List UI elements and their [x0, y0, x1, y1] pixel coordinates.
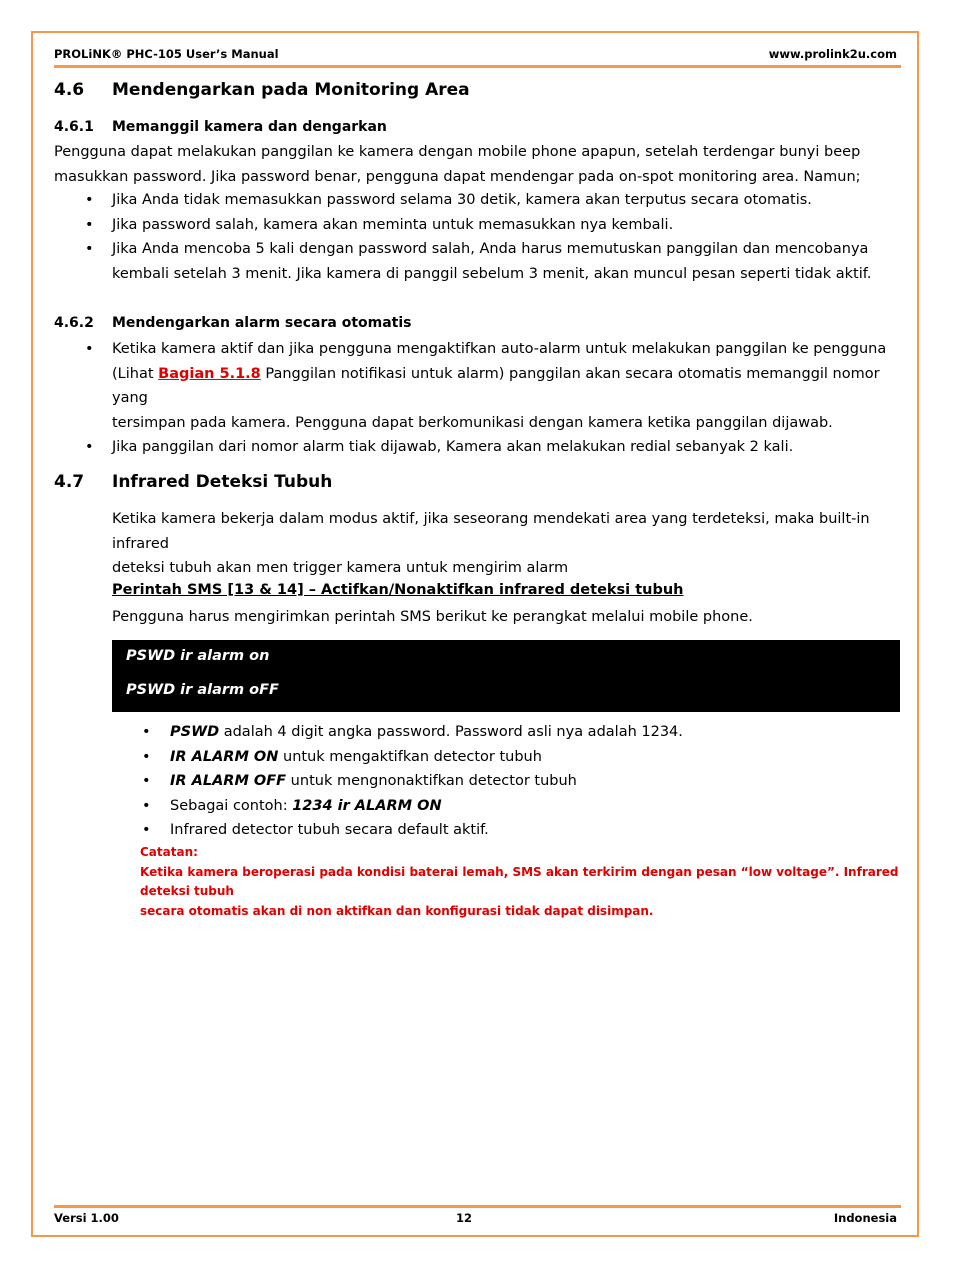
- list-item: [54, 213, 904, 238]
- list-item: [112, 745, 904, 770]
- website-url[interactable]: www.prolink2u.com: [768, 47, 897, 61]
- command-line-off: PSWD ir alarm oFF: [126, 682, 279, 698]
- list-item: [112, 769, 904, 794]
- list-item-text: (Lihat: [112, 365, 159, 382]
- bullet-icon: •: [142, 797, 151, 814]
- list-item-text: untuk mengaktifkan detector tubuh: [278, 748, 542, 765]
- bullet-list-4-7: [112, 720, 904, 843]
- command-line-on: PSWD ir alarm on: [126, 648, 270, 664]
- bullet-icon: •: [85, 341, 94, 357]
- list-item: [112, 720, 904, 745]
- paragraph-4-6-1: [54, 140, 904, 189]
- bullet-icon: •: [85, 216, 94, 233]
- list-item: [54, 188, 904, 213]
- note-text: secara otomatis akan di non aktifkan dan konfigurasi tidak dapat disimpan.: [140, 903, 654, 918]
- bullet-icon: •: [142, 724, 151, 740]
- list-item-text: Panggilan notifikasi untuk alarm) panggilan akan secara otomatis memanggil nomor yang: [112, 365, 880, 406]
- list-item-text: untuk mengnonaktifkan detector tubuh: [286, 773, 577, 789]
- language-label: Indonesia: [833, 1211, 897, 1225]
- note-text: Ketika kamera beroperasi pada kondisi baterai lemah, SMS akan terkirim dengan pesan “low voltage”. Infrared deteksi tubuh: [140, 864, 899, 898]
- paragraph-line: Ketika kamera bekerja dalam modus aktif, jika seseorang mendekati area yang terdeteksi, maka built-in infrared: [112, 511, 870, 552]
- list-item: [54, 435, 904, 460]
- subsection-heading-4-6-1: [54, 119, 387, 135]
- section-number: 4.7: [54, 472, 85, 492]
- list-item-text: Infrared detector tubuh secara default aktif.: [170, 822, 489, 838]
- paragraph-line: Pengguna harus mengirimkan perintah SMS berikut ke perangkat melalui mobile phone.: [112, 609, 753, 625]
- list-item-text: Jika Anda tidak memasukkan password selama 30 detik, kamera akan terputus secara otomatis.: [112, 192, 812, 208]
- note-block: [140, 843, 905, 921]
- paragraph-line: Pengguna dapat melakukan panggilan ke kamera dengan mobile phone apapun, setelah terdengar bunyi beep: [54, 144, 861, 160]
- bullet-list-4-6-1: [54, 188, 904, 286]
- bullet-icon: •: [142, 748, 151, 765]
- emphasis: 1234 ir ALARM ON: [292, 797, 442, 814]
- subsection-heading-4-6-2: [54, 315, 412, 331]
- section-heading-4-7: [54, 472, 332, 492]
- version-label: Versi 1.00: [54, 1211, 119, 1225]
- subsection-title: Mendengarkan alarm secara otomatis: [112, 315, 412, 331]
- sms-description: [112, 605, 904, 630]
- list-item: [112, 818, 904, 843]
- paragraph-line: masukkan password. Jika password benar, pengguna dapat mendengar pada on-spot monitoring area. Namun;: [54, 168, 861, 185]
- list-item: [54, 337, 904, 435]
- header-rule: [54, 65, 901, 68]
- paragraph-line: deteksi tubuh akan men trigger kamera untuk mengirim alarm: [112, 560, 569, 576]
- list-item-text: kembali setelah 3 menit. Jika kamera di panggil sebelum 3 menit, akan muncul pesan seperti tidak aktif.: [112, 265, 872, 282]
- bullet-icon: •: [85, 241, 94, 257]
- bullet-list-4-6-2: [54, 337, 904, 460]
- list-item-text: adalah 4 digit angka password. Password asli nya adalah 1234.: [219, 724, 683, 740]
- note-label: Catatan:: [140, 845, 198, 859]
- section-link[interactable]: Bagian 5.1.8: [158, 365, 261, 382]
- page-number: 12: [456, 1211, 473, 1225]
- section-heading-4-6: [54, 80, 470, 100]
- bullet-icon: •: [85, 439, 94, 455]
- emphasis: IR ALARM ON: [170, 748, 279, 765]
- list-item-text: Jika panggilan dari nomor alarm tiak dijawab, Kamera akan melakukan redial sebanyak 2 kali.: [112, 439, 794, 455]
- section-number: 4.6: [54, 80, 85, 100]
- bullet-icon: •: [142, 773, 151, 789]
- section-title: Mendengarkan pada Monitoring Area: [112, 80, 470, 100]
- list-item-text: Jika Anda mencoba 5 kali dengan password salah, Anda harus memutuskan panggilan dan mencobanya: [112, 241, 869, 257]
- emphasis: IR ALARM OFF: [170, 773, 287, 789]
- subsection-number: 4.6.1: [54, 119, 94, 135]
- list-item: [54, 237, 904, 286]
- subsection-title: Memanggil kamera dan dengarkan: [112, 119, 387, 135]
- emphasis: PSWD: [170, 724, 220, 740]
- list-item-text: Ketika kamera aktif dan jika pengguna mengaktifkan auto-alarm untuk melakukan panggilan ke pengguna: [112, 341, 887, 357]
- subsection-number: 4.6.2: [54, 315, 94, 331]
- bullet-icon: •: [85, 192, 94, 208]
- list-item-text: Jika password salah, kamera akan meminta untuk memasukkan nya kembali.: [112, 216, 674, 233]
- list-item-text: tersimpan pada kamera. Pengguna dapat berkomunikasi dengan kamera ketika panggilan dijawab.: [112, 414, 833, 431]
- command-box: [112, 640, 900, 712]
- list-item-text: Sebagai contoh:: [170, 797, 293, 814]
- paragraph-4-7-intro: [112, 507, 904, 581]
- bullet-icon: •: [142, 822, 151, 838]
- manual-title: PROLiNK® PHC-105 User’s Manual: [54, 47, 279, 61]
- section-title: Infrared Deteksi Tubuh: [112, 472, 333, 492]
- sms-command-heading: Perintah SMS [13 & 14] – Actifkan/Nonaktifkan infrared deteksi tubuh: [112, 582, 684, 598]
- list-item: [112, 794, 904, 819]
- footer-rule: [54, 1205, 901, 1208]
